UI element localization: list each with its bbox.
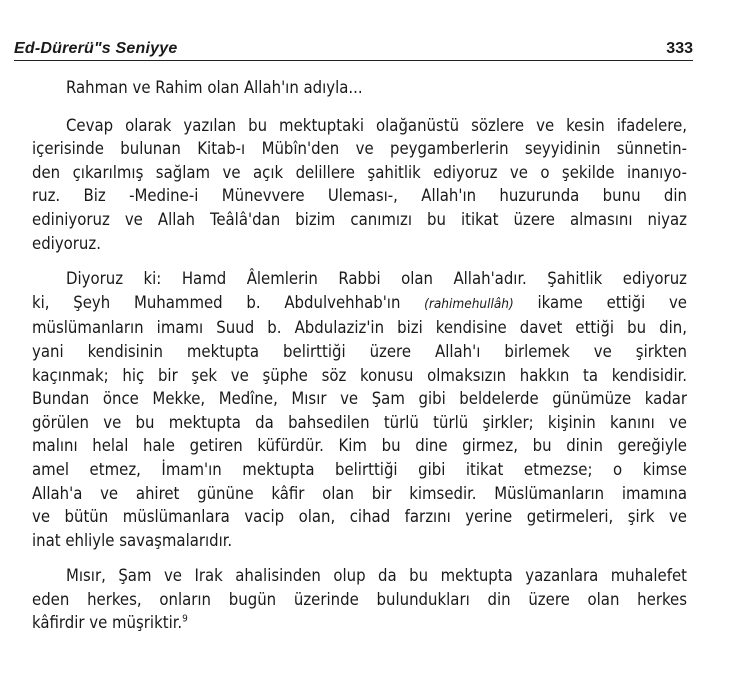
paragraph-line: amel etmez, İmam'ın mektupta belirttiği gibi itikat etmezse; o kimse bbox=[32, 459, 687, 479]
honorific-note: (rahimehullâh) bbox=[424, 295, 514, 312]
paragraph-1 bbox=[32, 114, 687, 256]
body-text bbox=[32, 76, 687, 647]
paragraph-3 bbox=[32, 564, 687, 635]
paragraph-line: Allah'a ve ahiret gününe kâfir olan bir kimsedir. Müslümanların imamına bbox=[32, 483, 687, 503]
paragraph-line: görülen ve bu mektupta da bahsedilen türlü türlü şirkler; kişinin kanını ve bbox=[32, 412, 687, 432]
paragraph-line: eden herkes, onların bugün üzerinde bulundukları din üzere olan herkes bbox=[32, 589, 687, 609]
paragraph-line: Bundan önce Mekke, Medîne, Mısır ve Şam gibi beldelerde günümüze kadar bbox=[32, 389, 687, 409]
paragraph-last-line bbox=[32, 611, 687, 635]
footnote-marker[interactable]: 9 bbox=[182, 613, 188, 625]
paragraph-line: içerisinde bulunan Kitab-ı Mübîn'den ve peygamberlerin seyyidinin sünnetin- bbox=[32, 139, 687, 159]
paragraph-line: ediyoruz. bbox=[32, 233, 101, 253]
paragraph-line: ruz. Biz -Medine-i Münevvere Uleması-, Allah'ın huzurunda bunu din bbox=[32, 186, 687, 206]
running-header bbox=[14, 38, 693, 61]
text-segment: kâfirdir ve müşriktir. bbox=[32, 613, 183, 633]
paragraph-line: ve bütün müslümanlara vacip olan, cihad farzını yerine getirmeleri, şirk ve bbox=[32, 507, 687, 527]
paragraph-line-with-note bbox=[32, 291, 687, 317]
page-number: 333 bbox=[666, 40, 693, 57]
paragraph-line: Diyoruz ki: Hamd Âlemlerin Rabbi olan Allah'adır. Şahitlik ediyoruz bbox=[66, 269, 687, 289]
paragraph-line: kaçınmak; hiç bir şek ve şüphe söz konusu olmaksızın hakkın ta kendisidir. bbox=[32, 365, 687, 385]
paragraph-line: malını helal hale getiren küfürdür. Kim bu dine girmez, bu dinin gereğiyle bbox=[32, 436, 687, 456]
paragraph-line: Cevap olarak yazılan bu mektuptaki olağanüstü sözlere ve kesin ifadelere, bbox=[66, 115, 687, 135]
book-title: Ed-Dürerü"s Seniyye bbox=[14, 40, 178, 57]
paragraph-line: den çıkarılmış sağlam ve açık delillere şahitlik ediyoruz ve o şekilde inanıyo- bbox=[32, 162, 687, 182]
text-segment: ki, Şeyh Muhammed b. Abdulvehhab'ın bbox=[32, 292, 401, 312]
paragraph-line: yani kendisinin mektupta belirttiği üzere Allah'ı birlemek ve şirkten bbox=[32, 341, 687, 361]
text-segment: ikame ettiği ve bbox=[537, 292, 687, 312]
paragraph-line: ediniyoruz ve Allah Teâlâ'dan bizim canımızı bu itikat üzere almasını niyaz bbox=[32, 209, 687, 229]
paragraph-2 bbox=[32, 267, 687, 552]
paragraph-line: inat ehliyle savaşmalarıdır. bbox=[32, 530, 233, 550]
opening-line: Rahman ve Rahim olan Allah'ın adıyla... bbox=[66, 78, 363, 97]
paragraph-line: Mısır, Şam ve Irak ahalisinden olup da bu mektupta yazanlara muhalefet bbox=[66, 566, 687, 586]
paragraph-line: müslümanların imamı Suud b. Abdulaziz'in bizi kendisine davet ettiği bu din, bbox=[32, 318, 687, 338]
